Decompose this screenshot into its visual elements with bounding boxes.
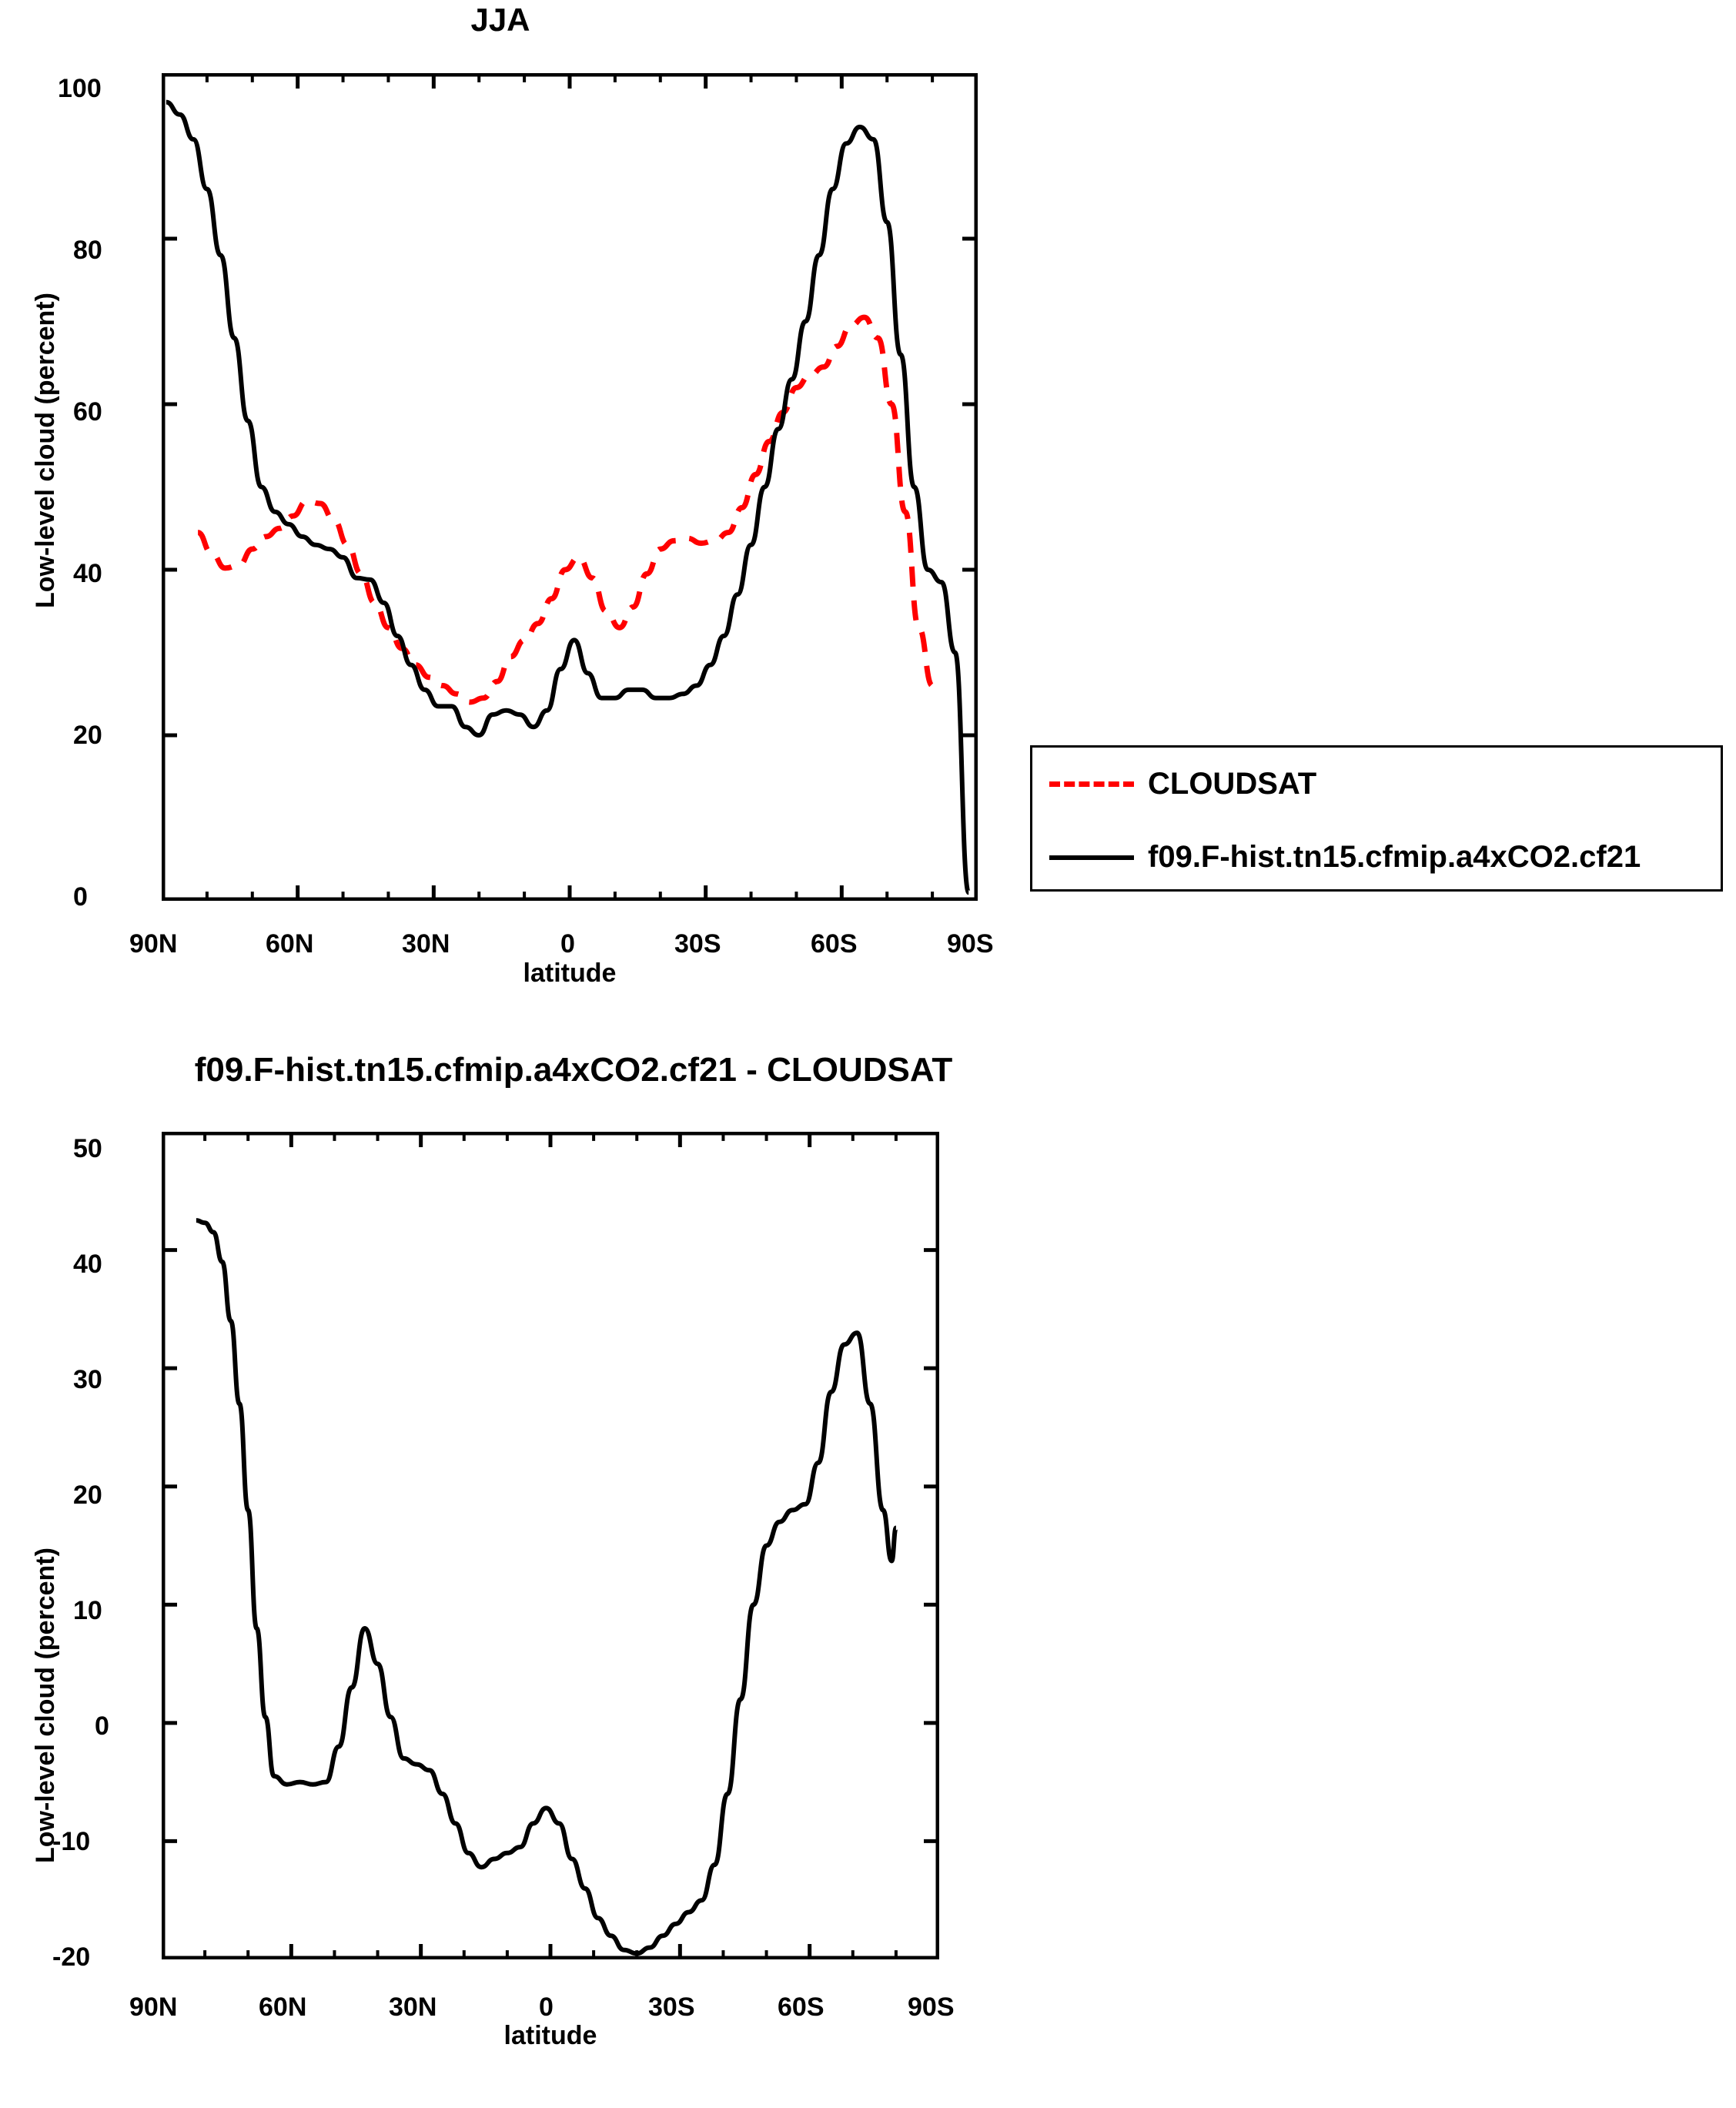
y-axis-label-bottom: Low-level cloud (percent) [31,1548,60,1863]
x-tick-top-30S: 30S [674,929,721,959]
chart-svg-bottom [162,1132,939,1959]
y-tick-top-80: 80 [73,236,102,265]
x-tick-bottom-30N: 30N [389,1993,437,2022]
page-title-bottom: f09.F-hist.tn15.cfmip.a4xCO2.cf21 - CLOUDSAT [194,1051,953,1089]
plot-area-top [162,73,978,901]
y-tick-bottom-20: 20 [73,1481,102,1510]
legend-item-model [1032,821,1721,894]
chart-panel-bottom [0,1047,1736,2108]
chart-svg-top [162,73,978,901]
legend-item-cloudsat [1032,748,1721,821]
series-line [196,1220,896,1953]
x-tick-top-60N: 60N [266,929,314,959]
x-tick-bottom-90N: 90N [129,1993,178,2022]
x-tick-top-90S: 90S [947,929,994,959]
y-tick-top-0: 0 [73,882,88,912]
y-tick-top-60: 60 [73,397,102,427]
x-tick-top-30N: 30N [402,929,450,959]
y-tick-bottom-0: 0 [95,1711,109,1741]
plot-area-bottom [162,1132,939,1959]
legend-top [1030,745,1723,892]
legend-label-model: f09.F-hist.tn15.cfmip.a4xCO2.cf21 [1148,840,1641,874]
x-tick-top-60S: 60S [811,929,858,959]
x-tick-bottom-60N: 60N [259,1993,307,2022]
x-tick-bottom-0: 0 [539,1993,554,2022]
chart-panel-top [0,0,1736,1047]
legend-swatch-dashed-red [1049,781,1134,787]
x-axis-label-top: latitude [523,959,617,988]
legend-swatch-solid-black [1049,855,1134,860]
y-tick-bottom-m20: -20 [52,1942,91,1972]
legend-label-cloudsat: CLOUDSAT [1148,767,1317,801]
x-axis-label-bottom: latitude [503,2021,597,2050]
x-tick-bottom-90S: 90S [908,1993,955,2022]
page-title-top: JJA [470,2,530,38]
x-tick-bottom-30S: 30S [648,1993,695,2022]
x-tick-bottom-60S: 60S [778,1993,825,2022]
series-line [166,102,968,893]
y-tick-bottom-10: 10 [73,1596,102,1625]
y-tick-bottom-m10: -10 [52,1827,91,1856]
series-line [198,317,932,702]
y-axis-label-top: Low-level cloud (percent) [31,293,60,608]
y-tick-bottom-30: 30 [73,1365,102,1394]
y-tick-bottom-40: 40 [73,1250,102,1279]
y-tick-top-20: 20 [73,721,102,750]
x-tick-top-0: 0 [560,929,575,959]
y-tick-top-100: 100 [58,74,102,103]
y-tick-bottom-50: 50 [73,1134,102,1163]
x-tick-top-90N: 90N [129,929,178,959]
y-tick-top-40: 40 [73,559,102,588]
